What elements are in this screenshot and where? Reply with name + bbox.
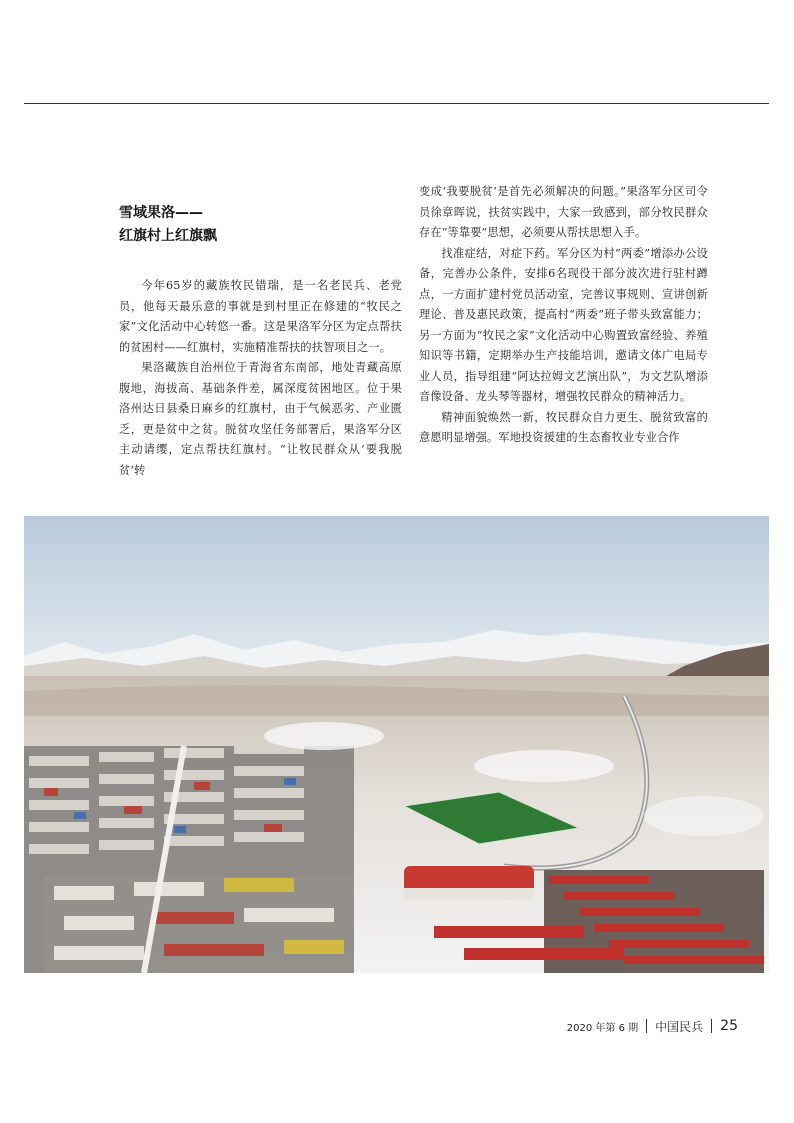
right-column [419,182,708,449]
footer-divider [711,1019,712,1033]
page-footer [567,1016,738,1036]
issue-label: 2020 年第 6 期 [566,1022,639,1034]
footer-divider [646,1019,647,1033]
section-heading [119,202,402,248]
heading-line-2: 红旗村上红旗飘 [119,228,217,244]
header-rule [24,103,769,104]
page-number: 25 [720,1018,738,1034]
paragraph: 精神面貌焕然一新，牧民群众自力更生、脱贫致富的意愿明显增强。军地投资援建的生态畜牧业专业合作 [419,410,708,444]
paragraph-continued: 变成‘我要脱贫’是首先必须解决的问题。”果洛军分区司令员徐章晖说，扶贫实践中，大家一致感到，部分牧民群众存在“等靠要”思想，必须要从帮扶思想入手。 [419,185,708,239]
magazine-name: 中国民兵 [655,1019,704,1034]
paragraph: 找准症结，对症下药。军分区为村“两委”增添办公设备，完善办公条件，安排6名现役干部分波次进行驻村蹲点，一方面扩建村党员活动室，完善议事规则、宣讲创新理论、普及惠民政策，提高村“两委”班子带头致富能力；另一方面为“牧民之家”文化活动中心购置致富经验、养殖知识等书籍，定期举办生产技能培训，邀请文体广电局专业人员，指导组建“阿达拉姆文艺演出队”，为文艺队增添音像设备、龙头琴等器材，增强牧民群众的精神活力。 [419,246,708,403]
left-column [119,202,402,481]
paragraph: 果洛藏族自治州位于青海省东南部，地处青藏高原腹地，海拔高、基础条件差，属深度贫困地区。位于果洛州达日县桑日麻乡的红旗村，由于气候恶劣、产业匮乏，更是贫中之贫。脱贫攻坚任务部署后，果洛军分区主动请缨，定点帮扶红旗村。“让牧民群众从‘要我脱贫’转 [119,361,402,477]
village-aerial-photo [24,516,769,973]
paragraph: 今年65岁的藏族牧民错瑞，是一名老民兵、老党员，他每天最乐意的事就是到村里正在修建的“牧民之家”文化活动中心转悠一番。这是果洛军分区为定点帮扶的贫困村——红旗村，实施精准帮扶的扶智项目之一。 [119,279,402,354]
photo-illustration [24,516,769,973]
heading-line-1: 雪域果洛—— [119,205,203,221]
